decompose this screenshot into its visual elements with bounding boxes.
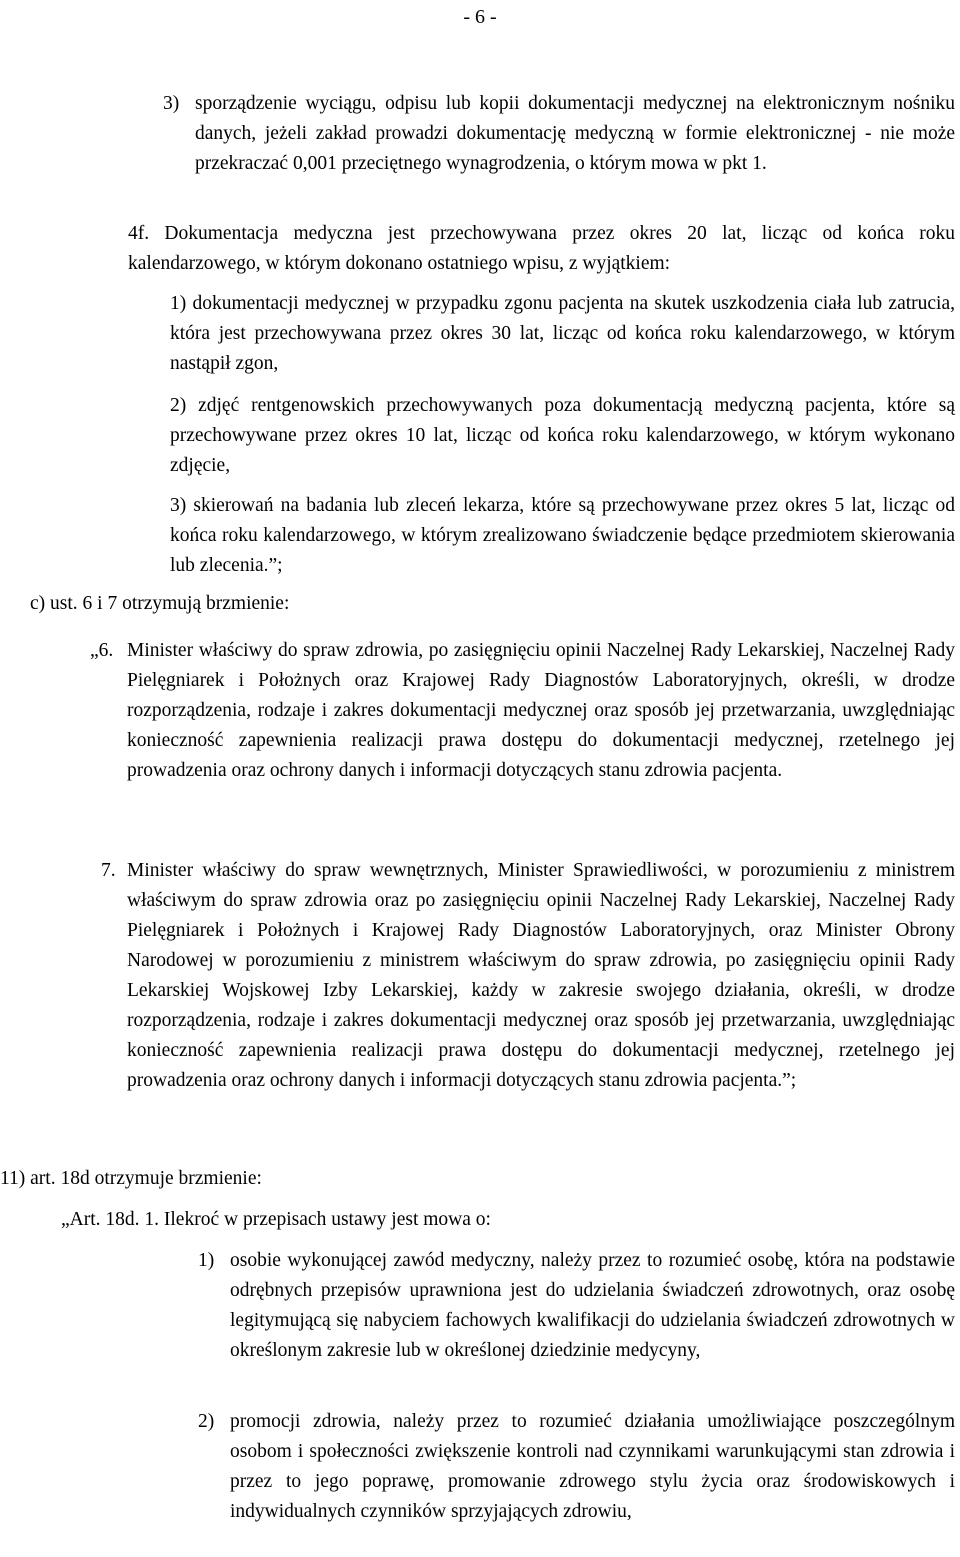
point-11-heading: 11) art. 18d otrzymuje brzmienie:: [0, 1168, 262, 1189]
item-label: 3): [163, 93, 180, 114]
item-label-inline: 2): [170, 395, 199, 416]
item-label-inline: 3): [170, 495, 194, 516]
point-c-heading: c) ust. 6 i 7 otrzymują brzmienie:: [30, 593, 290, 614]
ust-label: „6.: [90, 640, 114, 661]
ust-6: [90, 636, 955, 846]
list-item-4f-1: [170, 289, 955, 379]
list-item-4f-3: [170, 491, 955, 581]
ust-text: Minister właściwy do spraw wewnętrznych, Minister Sprawiedliwości, w porozumieniu z ministrem właściwym do spraw zdrowia oraz po zasięgnięciu opinii Naczelnej Rady Lekarskiej, Naczelnej Rady Pielęgniarek i Położnych i Krajowej Rady Diagnostów Laboratoryjnych, oraz Minister Obrony Narodowej w porozumieniu z ministrem właściwym do spraw zdrowia, po zasięgnięciu opinii Rady Lekarskiej Wojskowej Izby Lekarskiej, każdy w zakresie swojego działania, określi, w drodze rozporządzenia, rodzaje i zakres dokumentacji medycznej oraz sposób jej przetwarzania, uwzględniając konieczność zapewnienia realizacji prawa dostępu do dokumentacji medycznej, rzetelnego jej prowadzenia oraz ochrony danych i informacji dotyczących stanu zdrowia pacjenta.”;: [127, 860, 955, 1091]
item-label: 1): [198, 1250, 215, 1271]
item-text: 3) skierowań na badania lub zleceń lekarza, które są przechowywane przez okres 5 lat, licząc od końca roku kalendarzowego, w którym zrealizowano świadczenie będące przedmiotem skierowania lub zlecenia.”;: [170, 495, 955, 576]
item-text: sporządzenie wyciągu, odpisu lub kopii dokumentacji medycznej na elektronicznym nośniku danych, jeżeli zakład prowadzi dokumentację medyczną w formie elektronicznej - nie może przekraczać 0,001 przeciętnego wynagrodzenia, o którym mowa w pkt 1.: [195, 93, 955, 174]
ust-7: [101, 856, 955, 1156]
list-item-3-fees: [163, 89, 955, 209]
list-item-18d-1: [198, 1246, 955, 1396]
item-text: 1) dokumentacji medycznej w przypadku zgonu pacjenta na skutek uszkodzenia ciała lub zatrucia, która jest przechowywana przez okres 30 lat, licząc od końca roku kalendarzowego, w którym nastąpił zgon,: [170, 293, 955, 374]
item-text: osobie wykonującej zawód medyczny, należy przez to rozumieć osobę, która na podstawie odrębnych przepisów uprawniona jest do udzielania świadczeń zdrowotnych, oraz osobę legitymującą się nabyciem fachowych kwalifikacji do udzielania świadczeń zdrowotnych w określonym zakresie lub w określonej dziedzinie medycyny,: [230, 1250, 955, 1361]
art-18d-heading: „Art. 18d. 1. Ilekroć w przepisach ustawy jest mowa o:: [61, 1209, 491, 1230]
item-text: promocji zdrowia, należy przez to rozumieć działania umożliwiające poszczególnym osobom i społeczności zwiększenie kontroli nad czynnikami warunkującymi stan zdrowia i przez to jego poprawę, promowanie zdrowego stylu życia oraz środowiskowych i indywidualnych czynników sprzyjających zdrowiu,: [230, 1411, 955, 1522]
paragraph-4f: 4f. Dokumentacja medyczna jest przechowywana przez okres 20 lat, licząc od końca roku kalendarzowego, w którym dokonano ostatniego wpisu, z wyjątkiem:: [128, 223, 955, 274]
page-number: - 6 -: [463, 6, 497, 28]
ust-text: Minister właściwy do spraw zdrowia, po zasięgnięciu opinii Naczelnej Rady Lekarskiej, Naczelnej Rady Pielęgniarek i Położnych oraz Krajowej Rady Diagnostów Laboratoryjnych, określi, w drodze rozporządzenia, rodzaje i zakres dokumentacji medycznej oraz sposób jej przetwarzania, uwzględniając konieczność zapewnienia realizacji prawa dostępu do dokumentacji medycznej, rzetelnego jej prowadzenia oraz ochrony danych i informacji dotyczących stanu zdrowia pacjenta.: [127, 640, 955, 781]
item-text: 2) zdjęć rentgenowskich przechowywanych poza dokumentacją medyczną pacjenta, które są przechowywane przez okres 10 lat, licząc od końca roku kalendarzowego, w którym wykonano zdjęcie,: [170, 395, 955, 476]
list-item-18d-2: [198, 1407, 955, 1557]
list-item-4f-2: [170, 391, 955, 481]
item-label: 2): [198, 1411, 215, 1432]
ust-label: 7.: [101, 860, 116, 881]
item-label-inline: 1): [170, 293, 193, 314]
